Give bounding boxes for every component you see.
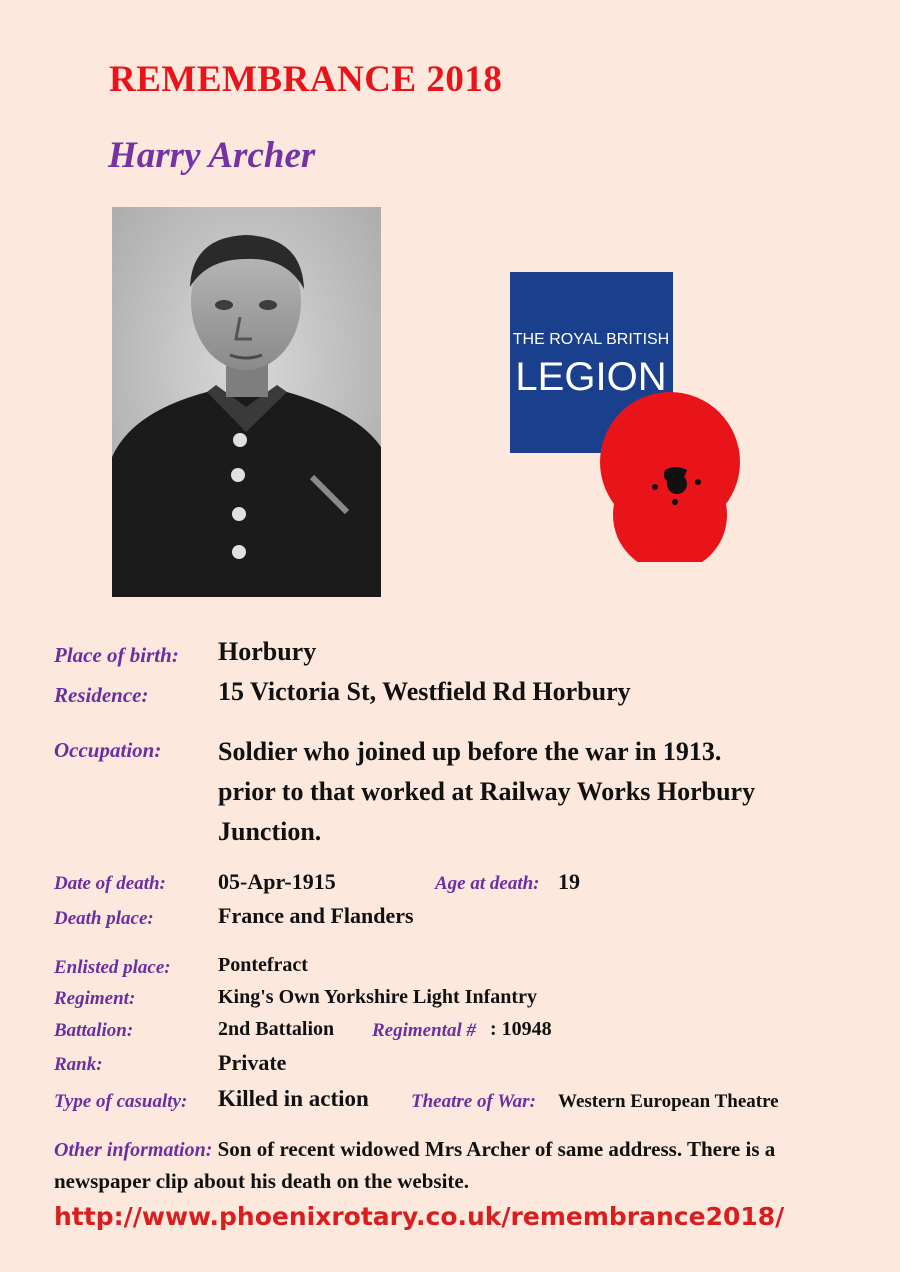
birth-label: Place of birth: [54, 643, 179, 667]
residence-label: Residence: [54, 683, 149, 707]
death-place-value: France and Flanders [218, 903, 414, 928]
regimental-number-label: Regimental # [372, 1020, 476, 1041]
occupation-line: Junction. [218, 817, 322, 846]
svg-text:LEGION: LEGION [515, 355, 667, 399]
battalion-label: Battalion: [54, 1020, 134, 1041]
other-information [54, 1134, 854, 1197]
regiment-label: Regiment: [54, 988, 136, 1009]
enlisted-value: Pontefract [218, 954, 308, 976]
regiment-value: King's Own Yorkshire Light Infantry [218, 986, 537, 1008]
age-value: 19 [558, 869, 580, 894]
occupation-line: Soldier who joined up before the war in 1913. [218, 737, 722, 766]
theatre-value: Western European Theatre [558, 1091, 779, 1112]
soldier-photo [112, 207, 381, 597]
occupation-label: Occupation: [54, 738, 162, 762]
rank-label: Rank: [54, 1054, 103, 1075]
death-date-label: Date of death: [54, 873, 166, 894]
theatre-label: Theatre of War: [411, 1091, 536, 1112]
casualty-value: Killed in action [218, 1086, 369, 1111]
regimental-number-value: : 10948 [490, 1018, 552, 1040]
birth-value: Horbury [218, 637, 317, 666]
occupation-line: prior to that worked at Railway Works Horbury [218, 777, 756, 806]
rank-value: Private [218, 1050, 287, 1075]
residence-value: 15 Victoria St, Westfield Rd Horbury [218, 677, 631, 706]
svg-text:THE ROYAL BRITISH: THE ROYAL BRITISH [512, 331, 670, 348]
occupation-value [218, 732, 868, 852]
other-information-value: Son of recent widowed Mrs Archer of same address. There is a newspaper clip about his death on the website. [54, 1137, 776, 1193]
other-information-label: Other information: [54, 1139, 213, 1161]
death-place-label: Death place: [54, 908, 154, 929]
enlisted-label: Enlisted place: [54, 957, 171, 978]
website-link[interactable]: http://www.phoenixrotary.co.uk/remembrance2018/ [54, 1202, 785, 1231]
page-title: REMEMBRANCE 2018 [109, 59, 503, 100]
soldier-name: Harry Archer [108, 135, 316, 176]
casualty-label: Type of casualty: [54, 1091, 188, 1112]
royal-british-legion-logo [505, 272, 780, 562]
death-date-value: 05-Apr-1915 [218, 869, 336, 894]
age-label: Age at death: [435, 873, 540, 894]
battalion-value: 2nd Battalion [218, 1018, 335, 1040]
